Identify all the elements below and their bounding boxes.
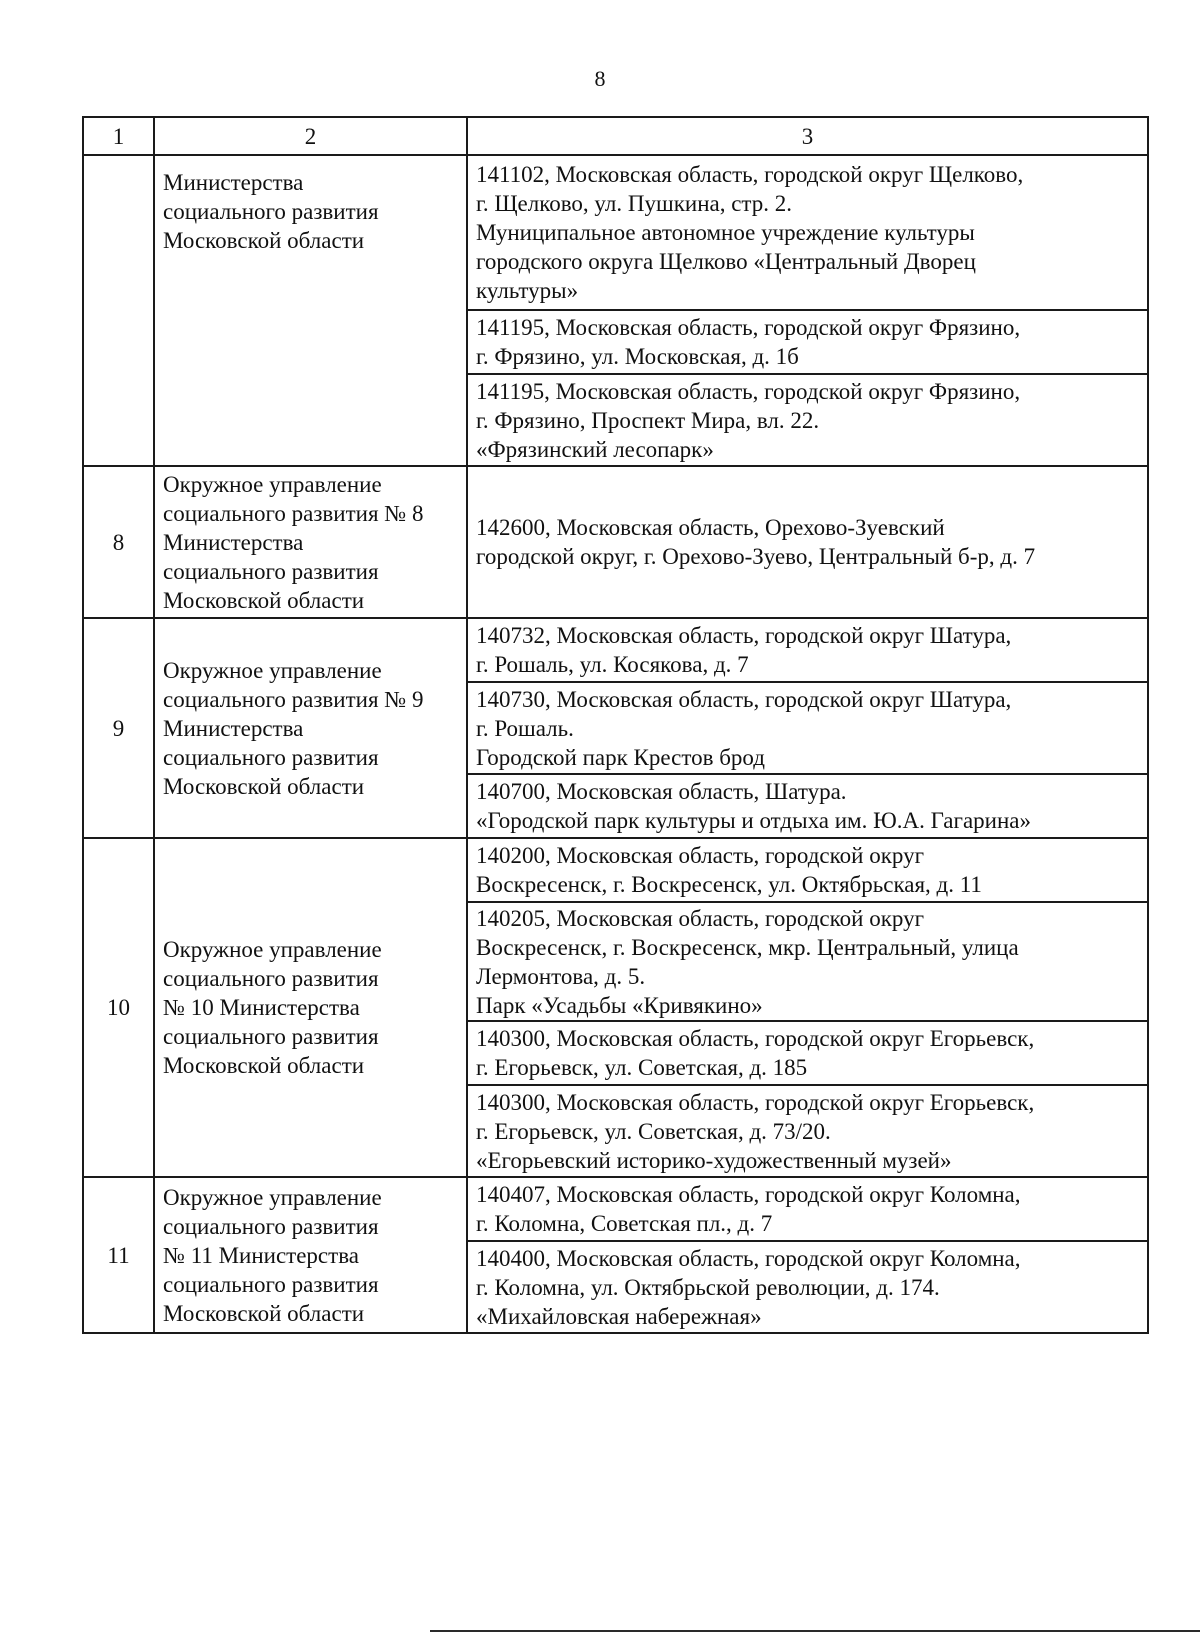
organization-cell [154, 618, 467, 838]
address-line: «Егорьевский историко-художественный музей» [476, 1147, 952, 1173]
address-cell [467, 774, 1148, 838]
address-line: 140732, Московская область, городской округ Шатура, [476, 623, 1012, 648]
org-line: социального развития № 9 [163, 686, 424, 712]
address-line: г. Коломна, Советская пл., д. 7 [476, 1211, 773, 1236]
column-header: 2 [154, 117, 467, 155]
address-cell [467, 682, 1148, 774]
table-row [83, 618, 1148, 682]
table-row [83, 1177, 1148, 1241]
address-line: Воскресенск, г. Воскресенск, мкр. Центральный, улица [476, 934, 1019, 960]
row-number: 10 [83, 838, 154, 1177]
address-cell [467, 838, 1148, 902]
address-cell [467, 1085, 1148, 1177]
address-cell [467, 155, 1148, 310]
address-line: Воскресенск, г. Воскресенск, ул. Октябрьская, д. 11 [476, 872, 982, 897]
org-line: Московской области [163, 1300, 365, 1326]
address-line: городского округа Щелково «Центральный Дворец [476, 249, 976, 274]
org-line: социального развития [163, 1024, 379, 1049]
address-cell [467, 374, 1148, 466]
address-line: г. Фрязино, Проспект Мира, вл. 22. [476, 407, 820, 433]
address-line: 140205, Московская область, городской округ [476, 905, 925, 931]
address-line: культуры» [476, 278, 579, 303]
org-line: Окружное управление [163, 1184, 382, 1210]
org-line: Окружное управление [163, 937, 382, 962]
address-line: городской округ, г. Орехово-Зуево, Центральный б-р, д. 7 [476, 544, 1036, 569]
row-number [83, 155, 154, 466]
address-cell [467, 1021, 1148, 1085]
address-line: «Михайловская набережная» [476, 1303, 762, 1329]
table-row [83, 466, 1148, 618]
address-line: 140700, Московская область, Шатура. [476, 779, 847, 804]
address-line: г. Рошаль. [476, 715, 574, 741]
organization-cell [154, 838, 467, 1177]
org-line: Министерства [163, 715, 304, 741]
org-line: Министерства [163, 170, 304, 195]
address-line: г. Щелково, ул. Пушкина, стр. 2. [476, 191, 793, 216]
org-line: № 11 Министерства [163, 1242, 359, 1268]
address-line: 140730, Московская область, городской округ Шатура, [476, 686, 1012, 712]
row-number: 11 [83, 1177, 154, 1333]
address-line: 140400, Московская область, городской округ Коломна, [476, 1245, 1021, 1271]
address-line: г. Рошаль, ул. Косякова, д. 7 [476, 652, 749, 677]
address-line: 140407, Московская область, городской округ Коломна, [476, 1182, 1021, 1207]
address-cell [467, 466, 1148, 618]
org-line: Московской области [163, 1053, 365, 1078]
address-cell [467, 902, 1148, 1021]
row-number: 8 [83, 466, 154, 618]
org-line: социального развития [163, 1213, 379, 1239]
address-line: Парк «Усадьбы «Кривякино» [476, 992, 763, 1018]
org-line: социального развития [163, 558, 379, 584]
address-cell [467, 310, 1148, 374]
address-cell [467, 1241, 1148, 1333]
address-line: Лермонтова, д. 5. [476, 963, 646, 989]
table-header-row [83, 117, 1148, 155]
address-line: 141195, Московская область, городской округ Фрязино, [476, 315, 1021, 340]
column-header: 1 [83, 117, 154, 155]
organization-cell [154, 155, 467, 466]
address-line: г. Коломна, ул. Октябрьской революции, д. 174. [476, 1274, 940, 1300]
address-line: г. Фрязино, ул. Московская, д. 1б [476, 344, 799, 369]
row-number: 9 [83, 618, 154, 838]
organization-cell [154, 466, 467, 618]
org-line: социального развития [163, 1271, 379, 1297]
address-line: 140200, Московская область, городской округ [476, 843, 925, 868]
address-line: г. Егорьевск, ул. Советская, д. 73/20. [476, 1118, 831, 1144]
address-line: 141195, Московская область, городской округ Фрязино, [476, 378, 1021, 404]
org-line: социального развития № 8 [163, 500, 424, 526]
table-row [83, 838, 1148, 902]
org-line: Московской области [163, 773, 365, 799]
address-line: 140300, Московская область, городской округ Егорьевск, [476, 1089, 1035, 1115]
org-line: социального развития [163, 966, 379, 991]
address-line: 140300, Московская область, городской округ Егорьевск, [476, 1026, 1035, 1051]
org-line: социального развития [163, 744, 379, 770]
org-line: социального развития [163, 199, 379, 224]
address-line: «Фрязинский лесопарк» [476, 436, 714, 462]
org-line: Московской области [163, 228, 365, 253]
org-line: Московской области [163, 587, 365, 613]
org-line: № 10 Министерства [163, 995, 360, 1020]
address-cell [467, 618, 1148, 682]
address-line: Муниципальное автономное учреждение культуры [476, 220, 975, 245]
organization-cell [154, 1177, 467, 1333]
address-line: Городской парк Крестов брод [476, 744, 765, 770]
bottom-rule [430, 1630, 1200, 1632]
table-row [83, 155, 1148, 310]
page-number: 8 [594, 66, 606, 91]
org-line: Окружное управление [163, 471, 382, 497]
org-line: Окружное управление [163, 657, 382, 683]
address-line: 142600, Московская область, Орехово-Зуевский [476, 515, 945, 540]
org-line: Министерства [163, 529, 304, 555]
addresses-table [82, 116, 1149, 1334]
address-cell [467, 1177, 1148, 1241]
address-line: 141102, Московская область, городской округ Щелково, [476, 162, 1024, 187]
address-line: г. Егорьевск, ул. Советская, д. 185 [476, 1055, 808, 1080]
address-line: «Городской парк культуры и отдыха им. Ю.А. Гагарина» [476, 808, 1031, 833]
column-header: 3 [467, 117, 1148, 155]
